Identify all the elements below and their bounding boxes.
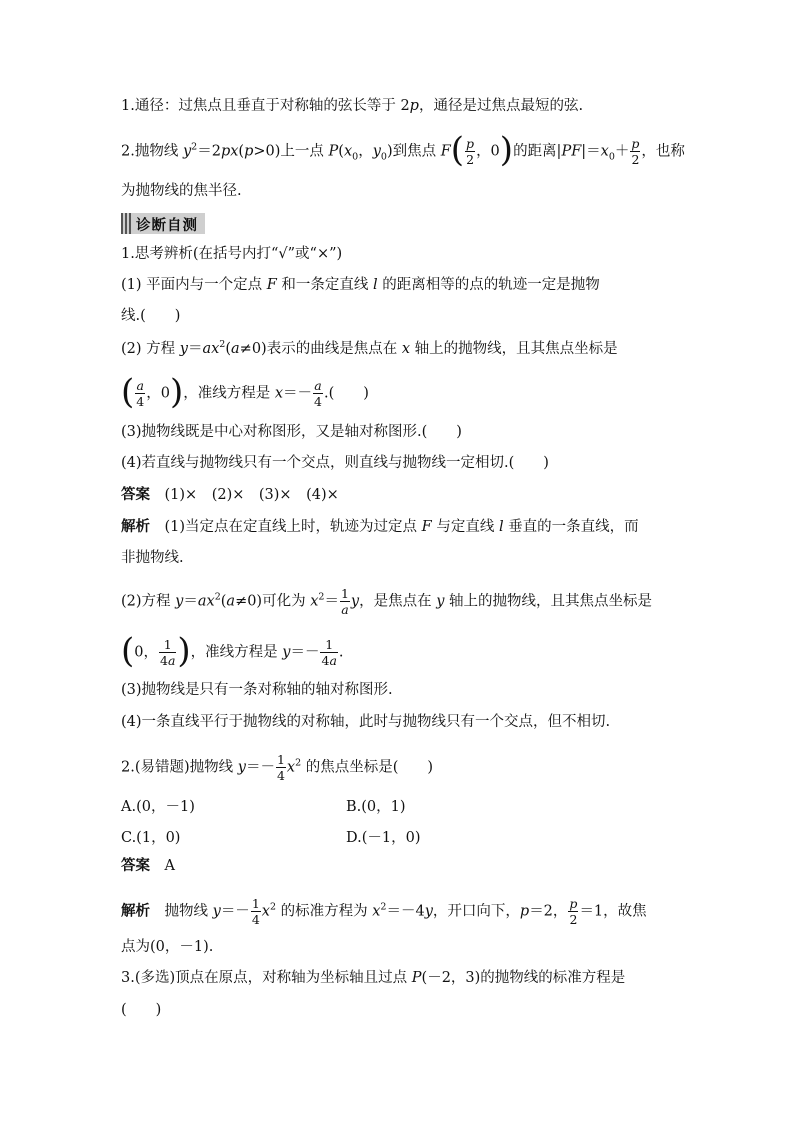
intro-line-1: 1.通径：过焦点且垂直于对称轴的弦长等于 2p，通径是过焦点最短的弦.	[121, 98, 584, 114]
q1-analysis-label: 解析	[121, 519, 150, 535]
q1-statement-2b: ( $\frac{a}{4}$ ，0)，准线方程是 x＝－ $\frac{a}{4}$ .( )	[121, 371, 369, 412]
q1-answer-label: 答案	[121, 487, 150, 503]
q1-statement-4: (4)若直线与抛物线只有一个交点，则直线与抛物线一定相切.( )	[121, 455, 549, 471]
q3-paren: ( )	[121, 1002, 162, 1018]
intro-line-3: 为抛物线的焦半径.	[121, 183, 242, 199]
q1-stem: 1.思考辨析(在括号内打“√”或“×”)	[121, 246, 343, 262]
q1-analysis-1b: 非抛物线.	[121, 550, 184, 566]
section-header	[121, 213, 205, 234]
q2-option-a: A.(0，－1)	[121, 799, 195, 815]
q2-answer	[121, 856, 175, 876]
q2-option-b: B.(0，1)	[346, 799, 406, 815]
q2-analysis-label: 解析	[121, 903, 150, 920]
section-bars-icon	[121, 213, 131, 234]
q1-analysis-3: (3)抛物线是只有一条对称轴的轴对称图形.	[121, 682, 393, 698]
q2-option-c: C.(1，0)	[121, 830, 181, 846]
q1-analysis-1a: 解析 (1)当定点在定直线上时，轨迹为过定点 F 与定直线 l 垂直的一条直线，而	[121, 519, 639, 535]
q1-statement-1b: 线.( )	[121, 308, 181, 324]
q2-option-d: D.(－1，0)	[346, 830, 421, 846]
q1-analysis-4: (4)一条直线平行于抛物线的对称轴，此时与抛物线只有一个交点，但不相切.	[121, 714, 611, 730]
q2-analysis-2: 点为(0，－1).	[121, 939, 214, 955]
q2-answer-label: 答案	[121, 858, 150, 874]
section-title: 诊断自测	[136, 218, 198, 234]
q1-statement-1a: (1) 平面内与一个定点 F 和一条定直线 l 的距离相等的点的轨迹一定是抛物	[121, 277, 600, 293]
q2-analysis-1: 解析 抛物线 y＝－ $\frac{1}{4}$ $x^2$ 的标准方程为 $x^2=-4y$，开口向下，p＝2， $\frac{p}{2}$ ＝1，故焦	[121, 896, 647, 927]
q1-answer-value: (1)× (2)× (3)× (4)×	[164, 487, 339, 503]
q2-stem: 2.(易错题)抛物线 y＝－ $\frac{1}{4}$ $x^2$ 的焦点坐标是( )	[121, 752, 434, 783]
q1-statement-2a: (2) 方程 $y=ax^2(a\ne 0)$表示的曲线是焦点在 x 轴上的抛物线，且其焦点坐标是	[121, 339, 618, 357]
q1-analysis-2b: (0， $\frac{1}{4a}$ )，准线方程是 y＝－ $\frac{1}{4a}$ .	[121, 630, 344, 671]
q1-analysis-2a: (2)方程 $y=ax^2(a\ne 0)$可化为 $x^2=$ $\frac{1}{a}$ y，是焦点在 y 轴上的抛物线，且其焦点坐标是	[121, 586, 653, 617]
q2-answer-value: A	[164, 858, 175, 874]
q1-statement-3: (3)抛物线既是中心对称图形，又是轴对称图形.( )	[121, 424, 462, 440]
q3-stem: 3.(多选)顶点在原点，对称轴为坐标轴且过点 P(－2，3)的抛物线的标准方程是	[121, 970, 626, 986]
intro-line-2: 2.抛物线 $y^2=2px(p>0)$上一点 $P(x_0$，$y_0$)到焦点 F( $\frac{p}{2}$ ，0)的距离$|PF|=x_0+$ $\frac{p}{2}$ ，也称	[121, 129, 685, 170]
q1-answer	[121, 485, 339, 505]
